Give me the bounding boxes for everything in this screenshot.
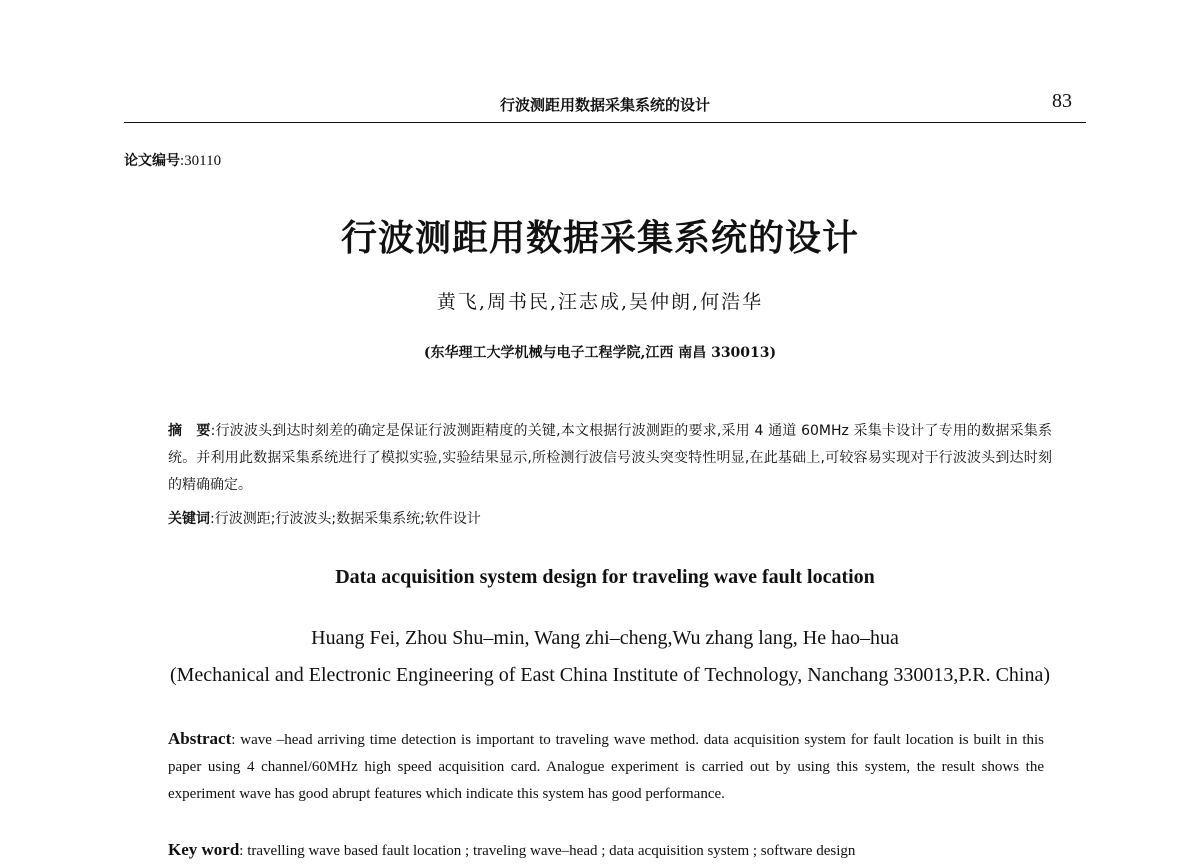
abstract-en-label: Abstract bbox=[168, 729, 232, 748]
page-number: 83 bbox=[1052, 90, 1072, 112]
running-title: 行波测距用数据采集系统的设计 bbox=[499, 96, 710, 114]
abstract-en-text: : wave –head arriving time detection is important to traveling wave method. data acquisition system for fault location is built in this paper using 4 channel/60MHz high speed acquisition card. Analogue experiment is carried out by using this system, the result shows the experiment wave has good abrupt features which indicate this system has good performance. bbox=[168, 732, 1044, 802]
abstract-en bbox=[168, 725, 1044, 808]
authors-en: Huang Fei, Zhou Shu–min, Wang zhi–cheng,Wu zhang lang, He hao–hua bbox=[311, 627, 899, 649]
affiliation-cn: (东华理工大学机械与电子工程学院,江西 南昌 330013) bbox=[423, 345, 777, 361]
keywords-cn bbox=[168, 508, 1052, 528]
paper-title-en: Data acquisition system design for traveling wave fault location bbox=[335, 566, 875, 588]
keywords-cn-text: :行波测距;行波波头;数据采集系统;软件设计 bbox=[210, 511, 481, 527]
keywords-en-text: : travelling wave based fault location ; traveling wave–head ; data acquisition system ; software design bbox=[239, 843, 856, 859]
paper-number-value: :30110 bbox=[180, 153, 222, 169]
paper-number bbox=[124, 150, 221, 170]
keywords-en bbox=[168, 840, 1044, 860]
keywords-en-label: Key word bbox=[168, 840, 240, 859]
paper-number-label: 论文编号 bbox=[124, 153, 180, 169]
running-header bbox=[124, 90, 1086, 123]
affiliation-en: (Mechanical and Electronic Engineering of East China Institute of Technology, Nanchang 330013,P.R. China) bbox=[169, 664, 1051, 686]
abstract-cn-label: 摘 要 bbox=[168, 423, 211, 439]
keywords-cn-label: 关键词 bbox=[168, 511, 210, 527]
abstract-cn-text: :行波波头到达时刻差的确定是保证行波测距精度的关键,本文根据行波测距的要求,采用 4 通道 60MHz 采集卡设计了专用的数据采集系统。并利用此数据采集系统进行了模拟实验,实验结果显示,所检测行波信号波头突变特性明显,在此基础上,可较容易实现对于行波波头到达时刻的精确确定。 bbox=[168, 423, 1052, 493]
authors-cn: 黄飞,周书民,汪志成,吴仲朗,何浩华 bbox=[436, 291, 764, 313]
paper-title-cn: 行波测距用数据采集系统的设计 bbox=[340, 218, 859, 259]
abstract-cn bbox=[168, 418, 1052, 499]
